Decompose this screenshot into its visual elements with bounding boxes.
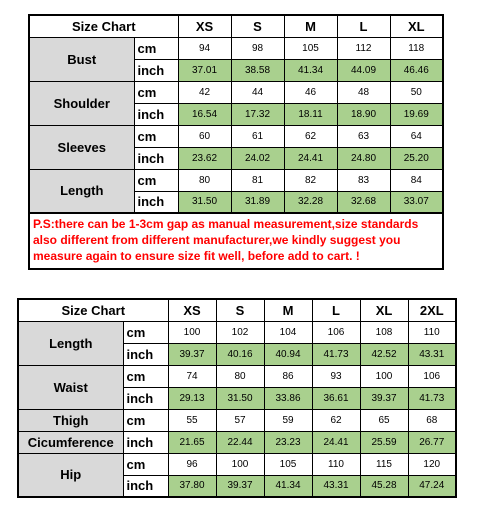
value-cell: 55 [168, 409, 216, 431]
category-cicumference: Cicumference [18, 431, 123, 453]
bottom-size-table [17, 298, 457, 498]
category-length: Length [29, 169, 134, 213]
value-cell: 98 [231, 37, 284, 59]
value-cell: 100 [360, 365, 408, 387]
value-cell: 25.20 [390, 147, 443, 169]
value-cell: 44 [231, 81, 284, 103]
value-cell: 105 [284, 37, 337, 59]
table-row [18, 365, 456, 387]
value-cell: 21.65 [168, 431, 216, 453]
value-cell: 33.86 [264, 387, 312, 409]
category-length: Length [18, 321, 123, 365]
category-hip: Hip [18, 453, 123, 497]
value-cell: 36.61 [312, 387, 360, 409]
value-cell: 93 [312, 365, 360, 387]
value-cell: 23.23 [264, 431, 312, 453]
unit-cm: cm [123, 365, 168, 387]
value-cell: 104 [264, 321, 312, 343]
value-cell: 96 [168, 453, 216, 475]
value-cell: 47.24 [408, 475, 456, 497]
value-cell: 26.77 [408, 431, 456, 453]
value-cell: 80 [178, 169, 231, 191]
size-header-xl: XL [390, 15, 443, 37]
note-row [29, 213, 443, 269]
size-header-l: L [337, 15, 390, 37]
value-cell: 31.50 [178, 191, 231, 213]
value-cell: 57 [216, 409, 264, 431]
unit-inch: inch [123, 475, 168, 497]
value-cell: 32.68 [337, 191, 390, 213]
measurement-note: P.S:there can be 1-3cm gap as manual measurement,size standards also different from different manufacturer,we kindly suggest you measure again to ensure size fit well, before add to cart. ! [29, 213, 443, 269]
value-cell: 60 [178, 125, 231, 147]
table-row [29, 169, 443, 191]
unit-cm: cm [134, 125, 178, 147]
category-shoulder: Shoulder [29, 81, 134, 125]
value-cell: 40.94 [264, 343, 312, 365]
size-header-xs: XS [168, 299, 216, 321]
unit-cm: cm [123, 321, 168, 343]
value-cell: 84 [390, 169, 443, 191]
value-cell: 110 [312, 453, 360, 475]
value-cell: 81 [231, 169, 284, 191]
value-cell: 112 [337, 37, 390, 59]
value-cell: 41.34 [264, 475, 312, 497]
value-cell: 31.89 [231, 191, 284, 213]
value-cell: 24.41 [284, 147, 337, 169]
value-cell: 108 [360, 321, 408, 343]
value-cell: 100 [216, 453, 264, 475]
value-cell: 86 [264, 365, 312, 387]
size-header-m: M [284, 15, 337, 37]
table-row [29, 125, 443, 147]
value-cell: 41.73 [312, 343, 360, 365]
value-cell: 38.58 [231, 59, 284, 81]
size-chart-label: Size Chart [18, 299, 168, 321]
value-cell: 68 [408, 409, 456, 431]
unit-inch: inch [134, 191, 178, 213]
table-row [29, 81, 443, 103]
value-cell: 45.28 [360, 475, 408, 497]
size-header-2xl: 2XL [408, 299, 456, 321]
category-waist: Waist [18, 365, 123, 409]
unit-cm: cm [134, 81, 178, 103]
value-cell: 23.62 [178, 147, 231, 169]
value-cell: 41.73 [408, 387, 456, 409]
value-cell: 39.37 [216, 475, 264, 497]
value-cell: 24.41 [312, 431, 360, 453]
value-cell: 106 [312, 321, 360, 343]
unit-inch: inch [123, 387, 168, 409]
value-cell: 37.01 [178, 59, 231, 81]
value-cell: 43.31 [312, 475, 360, 497]
unit-cm: cm [134, 37, 178, 59]
size-header-s: S [216, 299, 264, 321]
value-cell: 61 [231, 125, 284, 147]
top-size-chart [28, 14, 444, 264]
unit-inch: inch [134, 147, 178, 169]
value-cell: 22.44 [216, 431, 264, 453]
value-cell: 65 [360, 409, 408, 431]
table-row [29, 37, 443, 59]
value-cell: 24.80 [337, 147, 390, 169]
value-cell: 33.07 [390, 191, 443, 213]
value-cell: 63 [337, 125, 390, 147]
header-row [29, 15, 443, 37]
value-cell: 105 [264, 453, 312, 475]
size-header-m: M [264, 299, 312, 321]
table-row [18, 409, 456, 431]
table-row [18, 453, 456, 475]
value-cell: 106 [408, 365, 456, 387]
value-cell: 41.34 [284, 59, 337, 81]
value-cell: 118 [390, 37, 443, 59]
value-cell: 31.50 [216, 387, 264, 409]
size-chart-label: Size Chart [29, 15, 178, 37]
value-cell: 83 [337, 169, 390, 191]
value-cell: 59 [264, 409, 312, 431]
category-bust: Bust [29, 37, 134, 81]
value-cell: 48 [337, 81, 390, 103]
value-cell: 74 [168, 365, 216, 387]
value-cell: 16.54 [178, 103, 231, 125]
value-cell: 24.02 [231, 147, 284, 169]
value-cell: 37.80 [168, 475, 216, 497]
value-cell: 120 [408, 453, 456, 475]
unit-inch: inch [123, 343, 168, 365]
value-cell: 62 [312, 409, 360, 431]
value-cell: 64 [390, 125, 443, 147]
value-cell: 32.28 [284, 191, 337, 213]
value-cell: 110 [408, 321, 456, 343]
unit-inch: inch [134, 59, 178, 81]
unit-cm: cm [134, 169, 178, 191]
value-cell: 25.59 [360, 431, 408, 453]
size-header-s: S [231, 15, 284, 37]
value-cell: 18.90 [337, 103, 390, 125]
value-cell: 80 [216, 365, 264, 387]
value-cell: 100 [168, 321, 216, 343]
table-row [18, 431, 456, 453]
size-header-xl: XL [360, 299, 408, 321]
value-cell: 29.13 [168, 387, 216, 409]
value-cell: 50 [390, 81, 443, 103]
value-cell: 19.69 [390, 103, 443, 125]
value-cell: 115 [360, 453, 408, 475]
value-cell: 18.11 [284, 103, 337, 125]
value-cell: 62 [284, 125, 337, 147]
size-header-xs: XS [178, 15, 231, 37]
value-cell: 46 [284, 81, 337, 103]
category-sleeves: Sleeves [29, 125, 134, 169]
value-cell: 44.09 [337, 59, 390, 81]
value-cell: 46.46 [390, 59, 443, 81]
unit-inch: inch [123, 431, 168, 453]
value-cell: 94 [178, 37, 231, 59]
unit-cm: cm [123, 409, 168, 431]
value-cell: 43.31 [408, 343, 456, 365]
header-row [18, 299, 456, 321]
bottom-size-chart [17, 298, 455, 498]
value-cell: 42 [178, 81, 231, 103]
value-cell: 42.52 [360, 343, 408, 365]
value-cell: 102 [216, 321, 264, 343]
size-header-l: L [312, 299, 360, 321]
value-cell: 82 [284, 169, 337, 191]
value-cell: 17.32 [231, 103, 284, 125]
category-thigh: Thigh [18, 409, 123, 431]
unit-inch: inch [134, 103, 178, 125]
unit-cm: cm [123, 453, 168, 475]
top-size-table [28, 14, 444, 270]
value-cell: 40.16 [216, 343, 264, 365]
table-row [18, 321, 456, 343]
value-cell: 39.37 [360, 387, 408, 409]
value-cell: 39.37 [168, 343, 216, 365]
